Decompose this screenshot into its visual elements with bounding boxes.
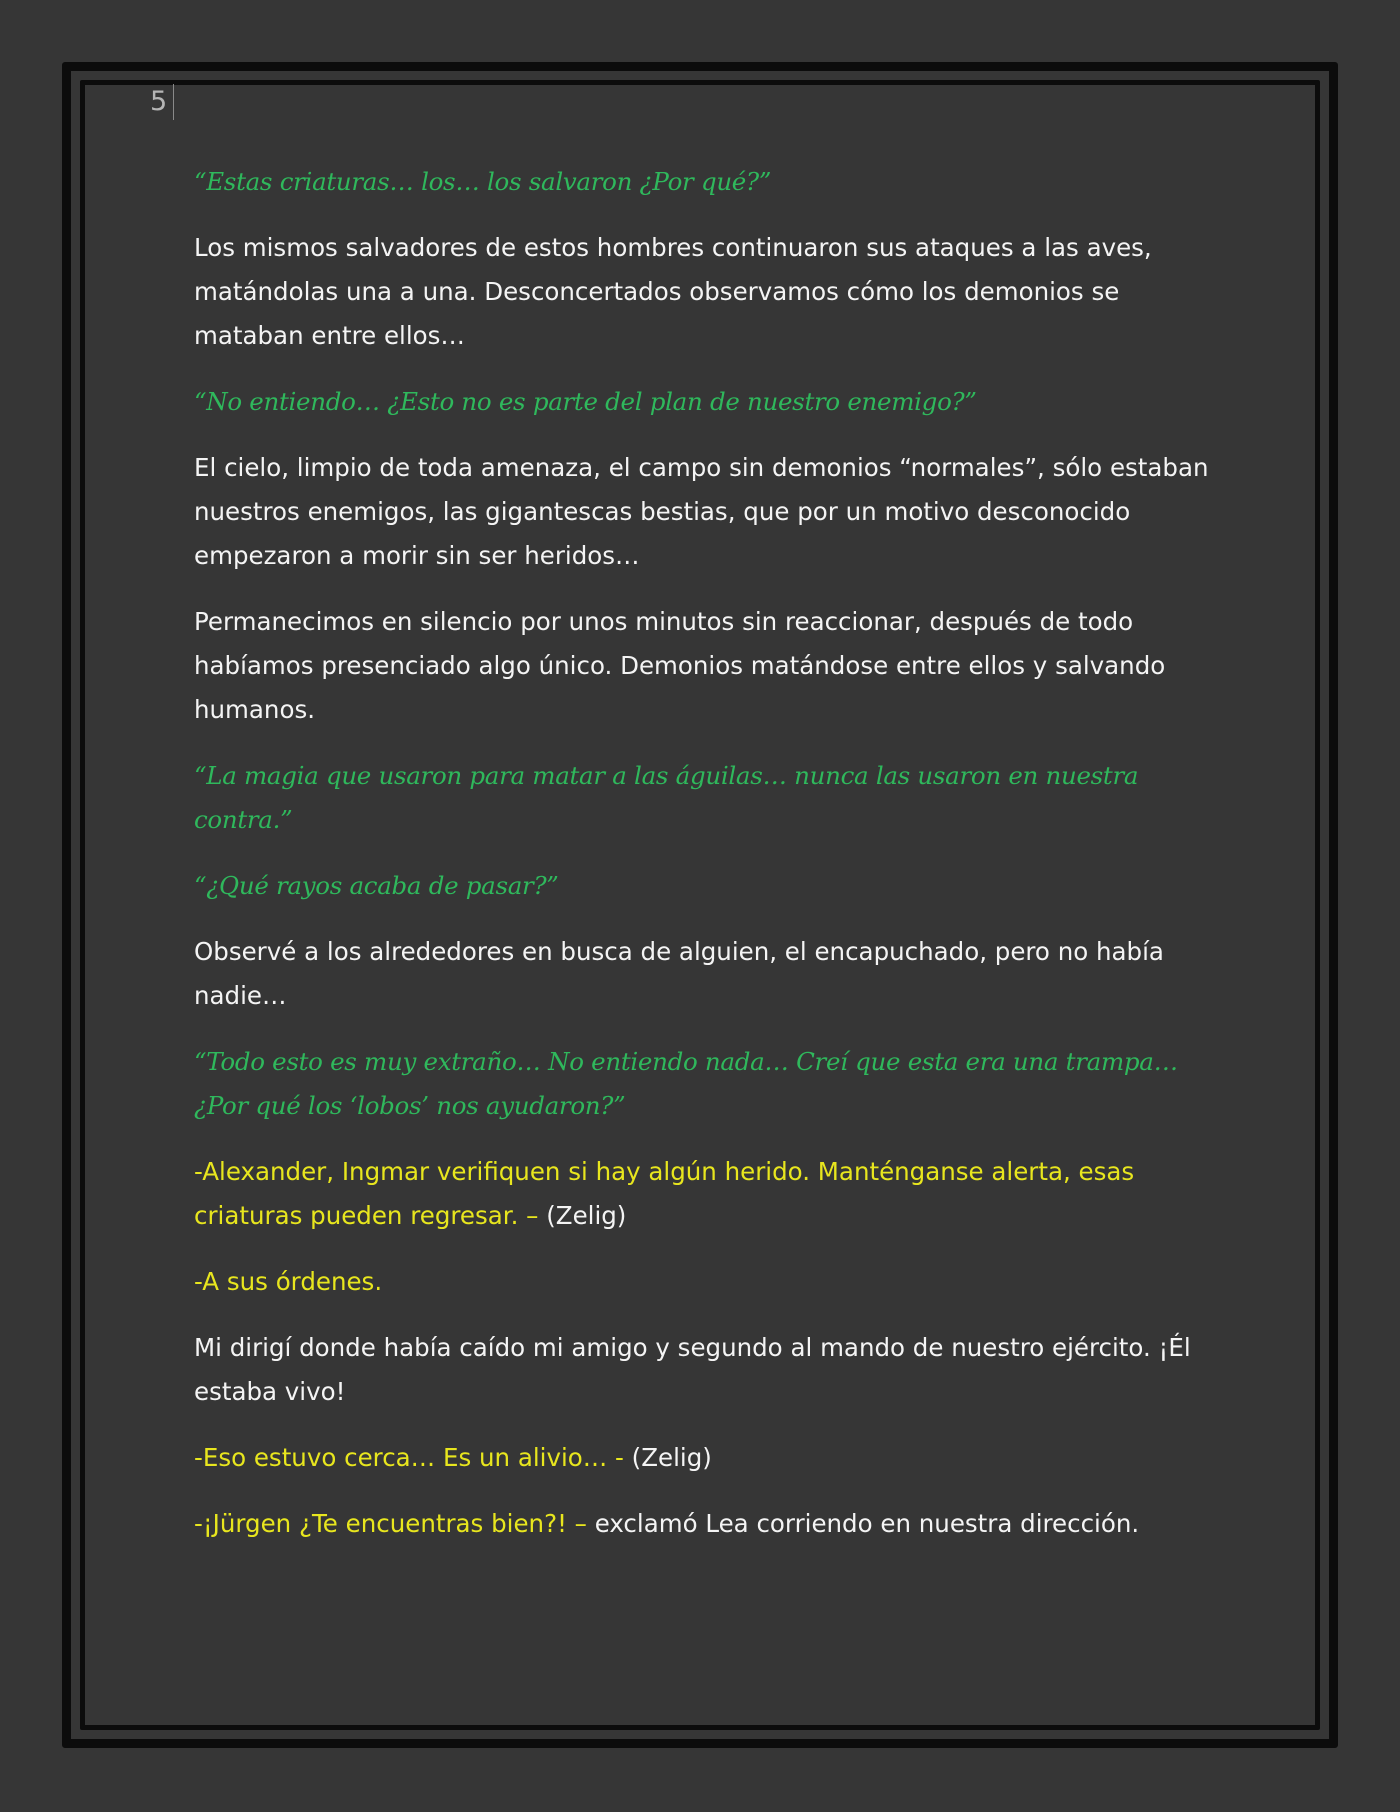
dialogue-paragraph: [194, 1436, 1224, 1480]
dialogue-speech: -Alexander, Ingmar verifiquen si hay algún herido. Manténganse alerta, esas criaturas pueden regresar. –: [194, 1157, 1135, 1230]
dialogue-speech: -Eso estuvo cerca… Es un alivio… -: [194, 1443, 624, 1472]
dialogue-paragraph: [194, 1150, 1224, 1238]
thought-paragraph: “Estas criaturas… los… los salvaron ¿Por qué?”: [194, 167, 772, 196]
dialogue-paragraph: [194, 1260, 1224, 1304]
narration-paragraph: Permanecimos en silencio por unos minutos sin reaccionar, después de todo habíamos presenciado algo único. Demonios matándose entre ellos y salvando humanos.: [194, 607, 1166, 724]
page-number: 5: [150, 84, 174, 120]
dialogue-speech: -¡Jürgen ¿Te encuentras bien?! –: [194, 1509, 587, 1538]
narration-paragraph: Mi dirigí donde había caído mi amigo y segundo al mando de nuestro ejército. ¡Él estaba vivo!: [194, 1333, 1191, 1406]
dialogue-paragraph: [194, 1502, 1224, 1546]
dialogue-attribution: exclamó Lea corriendo en nuestra dirección.: [586, 1509, 1140, 1538]
dialogue-attribution: (Zelig): [623, 1443, 712, 1472]
dialogue-attribution: (Zelig): [538, 1201, 627, 1230]
thought-paragraph: “La magia que usaron para matar a las águilas… nunca las usaron en nuestra contra.”: [194, 761, 1139, 834]
narration-paragraph: El cielo, limpio de toda amenaza, el campo sin demonios “normales”, sólo estaban nuestros enemigos, las gigantescas bestias, que por un motivo desconocido empezaron a morir sin ser heridos…: [194, 453, 1209, 570]
narration-paragraph: Observé a los alrededores en busca de alguien, el encapuchado, pero no había nadie…: [194, 937, 1164, 1010]
thought-paragraph: “No entiendo… ¿Esto no es parte del plan de nuestro enemigo?”: [194, 387, 977, 416]
thought-paragraph: “Todo esto es muy extraño… No entiendo nada… Creí que esta era una trampa… ¿Por qué los ‘lobos’ nos ayudaron?”: [194, 1047, 1178, 1120]
narration-paragraph: Los mismos salvadores de estos hombres continuaron sus ataques a las aves, matándolas una a una. Desconcertados observamos cómo los demonios se mataban entre ellos…: [194, 233, 1152, 350]
story-text: [194, 160, 1224, 1568]
dialogue-speech: -A sus órdenes.: [194, 1267, 383, 1296]
thought-paragraph: “¿Qué rayos acaba de pasar?”: [194, 871, 559, 900]
